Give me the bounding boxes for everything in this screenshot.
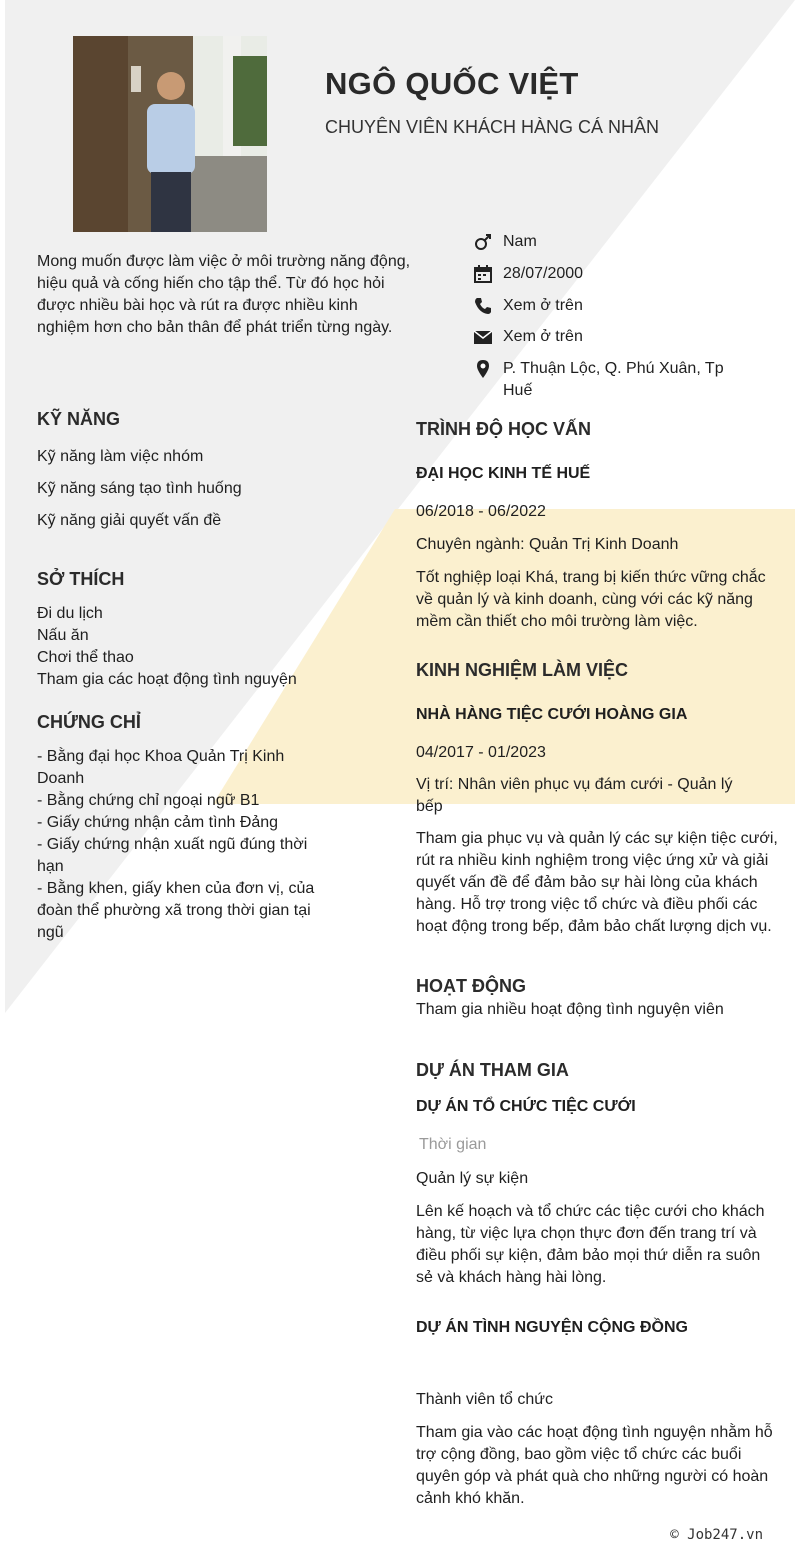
profile-photo [73,36,267,232]
hobbies-list [37,603,297,691]
experience-position: Vị trí: Nhân viên phục vụ đám cưới - Quản lý bếp [416,776,733,815]
project-role: Thành viên tổ chức [416,1391,554,1408]
experience-description: Tham gia phục vụ và quản lý các sự kiện tiệc cưới, rút ra nhiều kinh nghiệm trong việc ứng xử và giải quyết vấn đề để đảm bảo sự hài lòng của khách hàng. Hỗ trợ trong việc tổ chức và điều phối các hoạt động trong bếp, đảm bảo chất lượng dịch vụ. [416,830,778,935]
hobby-item: Chơi thể thao [37,649,134,666]
skill-item: Kỹ năng làm việc nhóm [37,448,204,465]
project-name: DỰ ÁN TỔ CHỨC TIỆC CƯỚI [416,1098,636,1115]
address-value: P. Thuận Lộc, Q. Phú Xuân, Tp Huế [503,360,724,399]
skill-item: Kỹ năng giải quyết vấn đề [37,512,222,529]
education-heading: TRÌNH ĐỘ HỌC VẤN [416,419,591,439]
calendar-icon [473,264,493,284]
certificate-line: - Giấy chứng nhận cảm tình Đảng [37,814,279,831]
contact-phone [473,295,583,317]
gender-icon [473,232,493,252]
certificate-line: - Bằng khen, giấy khen của đơn vị, của [37,880,315,897]
email-icon [473,327,493,347]
email-value: Xem ở trên [503,328,583,345]
phone-icon [473,296,493,316]
job-title: CHUYÊN VIÊN KHÁCH HÀNG CÁ NHÂN [325,117,660,137]
project-description: Lên kế hoạch và tổ chức các tiệc cưới cho khách hàng, từ việc lựa chọn thực đơn đến trang trí và điều phối sự kiện, đảm bảo mọi thứ diễn ra suôn sẻ và khách hàng hài lòng. [416,1203,765,1286]
education-description: Tốt nghiệp loại Khá, trang bị kiến thức vững chắc về quản lý và kinh doanh, cùng với các kỹ năng mềm cần thiết cho môi trường làm việc. [416,569,766,630]
hobbies-heading: SỞ THÍCH [37,569,125,589]
certificates-heading: CHỨNG CHỈ [37,712,141,732]
education-period: 06/2018 - 06/2022 [416,503,546,520]
candidate-name: NGÔ QUỐC VIỆT [325,66,579,101]
location-pin-icon [473,359,493,379]
skills-heading: KỸ NĂNG [37,409,121,429]
experience-company: NHÀ HÀNG TIỆC CƯỚI HOÀNG GIA [416,706,688,723]
certificate-line: hạn [37,858,64,875]
hobby-item: Nấu ăn [37,627,89,644]
project-time: Thời gian [419,1136,487,1153]
certificate-line: ngũ [37,924,64,941]
education-school: ĐẠI HỌC KINH TẾ HUẾ [416,465,591,482]
copyright-footer: © Job247.vn [670,1527,763,1543]
certificate-line: - Bằng chứng chỉ ngoại ngữ B1 [37,792,260,809]
gender-value: Nam [503,233,537,250]
education-major: Chuyên ngành: Quản Trị Kinh Doanh [416,536,679,553]
projects-heading: DỰ ÁN THAM GIA [416,1060,569,1080]
experience-period: 04/2017 - 01/2023 [416,744,546,761]
contact-birthday [473,263,583,285]
certificate-line: - Giấy chứng nhận xuất ngũ đúng thời [37,836,308,853]
contact-gender [473,231,537,253]
certificates-list [37,746,314,944]
birthday-value: 28/07/2000 [503,265,584,282]
skill-item: Kỹ năng sáng tạo tình huống [37,480,242,497]
phone-value: Xem ở trên [503,297,583,314]
activities-heading: HOẠT ĐỘNG [416,976,526,996]
certificate-line: - Bằng đại học Khoa Quản Trị Kinh [37,748,285,765]
certificate-line: đoàn thể phường xã trong thời gian tại [37,902,311,919]
career-objective: Mong muốn được làm việc ở môi trường năng động, hiệu quả và cống hiến cho tập thể. Từ đó học hỏi được nhiều bài học và rút ra được nhiều kinh nghiệm hơn cho bản thân để phát triển từng ngày. [37,253,411,336]
certificate-line: Doanh [37,770,85,787]
contact-address [473,358,724,402]
activities-text: Tham gia nhiều hoạt động tình nguyện viên [416,1001,724,1018]
experience-heading: KINH NGHIỆM LÀM VIỆC [416,660,629,680]
project-role: Quản lý sự kiện [416,1170,529,1187]
hobby-item: Đi du lịch [37,605,103,622]
contact-email [473,326,583,348]
project-name: DỰ ÁN TÌNH NGUYỆN CỘNG ĐỒNG [416,1319,688,1336]
project-description: Tham gia vào các hoạt động tình nguyện nhằm hỗ trợ cộng đồng, bao gồm việc tổ chức các buổi quyên góp và phát quà cho những người có hoàn cảnh khó khăn. [416,1424,773,1507]
hobby-item: Tham gia các hoạt động tình nguyện [37,671,297,688]
